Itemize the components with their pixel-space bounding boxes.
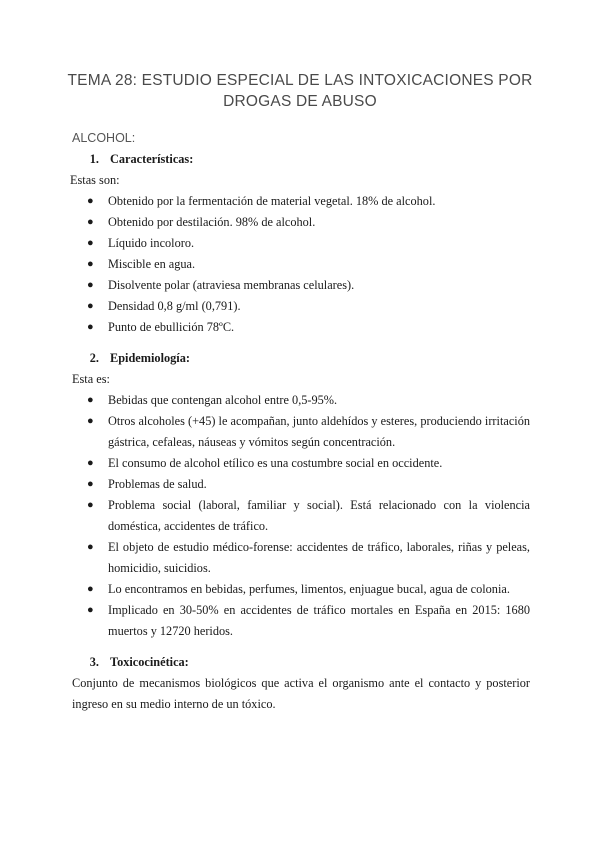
section-intro: Esta es: [72, 372, 110, 386]
section-title: Toxicocinética: [110, 655, 189, 669]
list-item: ● Obtenido por la fermentación de material vegetal. 18% de alcohol. [72, 191, 530, 212]
list-item: ● Implicado en 30-50% en accidentes de tráfico mortales en España en 2015: 1680 muertos y 12720 heridos. [72, 600, 530, 642]
list-item: ● Lo encontramos en bebidas, perfumes, limentos, enjuague bucal, agua de colonia. [72, 579, 530, 600]
bullet-icon: ● [87, 300, 94, 312]
title-line-2: DROGAS DE ABUSO [223, 93, 377, 110]
bullet-list-epidemiologia [72, 390, 530, 642]
document-title [60, 70, 540, 112]
bullet-icon: ● [87, 258, 94, 270]
bullet-icon: ● [87, 216, 94, 228]
list-item: ● Miscible en agua. [72, 254, 530, 275]
section-number: 1. [89, 152, 99, 166]
bullet-list-caracteristicas [72, 191, 530, 338]
list-item: ● Bebidas que contengan alcohol entre 0,5-95%. [72, 390, 530, 411]
bullet-icon: ● [87, 237, 94, 249]
list-item: ● Disolvente polar (atraviesa membranas celulares). [72, 275, 530, 296]
bullet-icon: ● [87, 583, 94, 595]
title-line-1: TEMA 28: ESTUDIO ESPECIAL DE LAS INTOXICACIONES POR [67, 72, 533, 89]
list-item: ● Densidad 0,8 g/ml (0,791). [72, 296, 530, 317]
bullet-icon: ● [87, 415, 94, 427]
bullet-icon: ● [87, 195, 94, 207]
section-heading-epidemiologia [72, 348, 530, 369]
list-item: ● Problemas de salud. [72, 474, 530, 495]
section-intro: Estas son: [70, 173, 120, 187]
subject-label: ALCOHOL: [72, 131, 136, 145]
section-number: 3. [89, 655, 99, 669]
section-gap [72, 642, 530, 652]
list-item: ● Problema social (laboral, familiar y social). Está relacionado con la violencia doméstica, accidentes de tráfico. [72, 495, 530, 537]
section-title: Epidemiología: [110, 351, 190, 365]
bullet-icon: ● [87, 457, 94, 469]
document-body [72, 128, 530, 715]
list-item: ● Otros alcoholes (+45) le acompañan, junto aldehídos y esteres, produciendo irritación gástrica, cefaleas, náuseas y vómitos según concentración. [72, 411, 530, 453]
list-item: ● Punto de ebullición 78ºC. [72, 317, 530, 338]
section-gap [72, 338, 530, 348]
bullet-icon: ● [87, 279, 94, 291]
bullet-icon: ● [87, 541, 94, 553]
bullet-icon: ● [87, 478, 94, 490]
section-paragraph: Conjunto de mecanismos biológicos que activa el organismo ante el contacto y posterior ingreso en su medio interno de un tóxico. [72, 676, 530, 711]
section-heading-toxicocinetica [72, 652, 530, 673]
list-item: ● Obtenido por destilación. 98% de alcohol. [72, 212, 530, 233]
section-heading-caracteristicas [72, 149, 530, 170]
list-item: ● El consumo de alcohol etílico es una costumbre social en occidente. [72, 453, 530, 474]
list-item: ● Líquido incoloro. [72, 233, 530, 254]
section-title: Características: [110, 152, 194, 166]
bullet-icon: ● [87, 394, 94, 406]
list-item: ● El objeto de estudio médico-forense: accidentes de tráfico, laborales, riñas y peleas, homicidio, suicidios. [72, 537, 530, 579]
bullet-icon: ● [87, 321, 94, 333]
bullet-icon: ● [87, 499, 94, 511]
section-number: 2. [89, 351, 99, 365]
bullet-icon: ● [87, 604, 94, 616]
